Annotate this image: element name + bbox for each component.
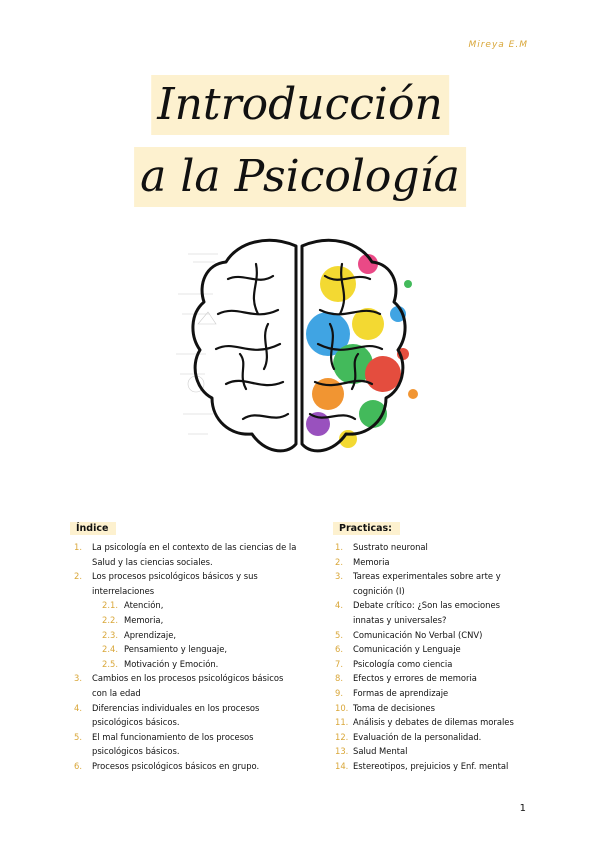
practica-item bbox=[333, 759, 533, 774]
item-number: 11. bbox=[335, 717, 349, 728]
index-subitem bbox=[70, 613, 300, 628]
practica-item bbox=[333, 540, 533, 555]
item-text: Salud Mental bbox=[353, 746, 408, 757]
item-text: Pensamiento y lenguaje, bbox=[124, 644, 228, 655]
index-subitem bbox=[70, 628, 300, 643]
brain-image bbox=[168, 224, 430, 482]
practica-item bbox=[333, 657, 533, 672]
brain-illustration bbox=[168, 224, 430, 482]
item-text: El mal funcionamiento de los procesos psicológicos básicos. bbox=[92, 731, 254, 757]
index-heading: Índice bbox=[70, 522, 116, 535]
practica-item bbox=[333, 686, 533, 701]
item-number: 2.5. bbox=[102, 658, 118, 669]
item-text: Atención, bbox=[124, 600, 164, 611]
item-text: Procesos psicológicos básicos en grupo. bbox=[92, 760, 260, 771]
practica-item bbox=[333, 730, 533, 745]
title-line-2: a la Psicología bbox=[134, 147, 466, 207]
practica-item bbox=[333, 671, 533, 686]
item-number: 2.4. bbox=[102, 644, 118, 655]
practica-item bbox=[333, 555, 533, 570]
practica-item bbox=[333, 701, 533, 716]
item-number: 5. bbox=[74, 731, 82, 742]
item-number: 2.1. bbox=[102, 600, 118, 611]
item-text: Análisis y debates de dilemas morales bbox=[353, 717, 514, 728]
item-number: 4. bbox=[335, 600, 343, 611]
item-text: Aprendizaje, bbox=[124, 629, 177, 640]
item-number: 8. bbox=[335, 673, 343, 684]
practica-item bbox=[333, 744, 533, 759]
index-item bbox=[70, 701, 300, 730]
item-text: Diferencias individuales en los procesos psicológicos básicos. bbox=[92, 702, 260, 728]
item-number: 10. bbox=[335, 702, 349, 713]
item-text: Los procesos psicológicos básicos y sus interrelaciones bbox=[92, 571, 258, 596]
item-number: 3. bbox=[74, 673, 82, 684]
item-number: 5. bbox=[335, 629, 343, 640]
item-number: 6. bbox=[74, 760, 82, 771]
item-text: Memoria bbox=[353, 556, 390, 567]
item-number: 1. bbox=[74, 542, 82, 552]
item-number: 2.2. bbox=[102, 614, 118, 625]
item-number: 14. bbox=[335, 760, 349, 771]
practicas-list bbox=[333, 540, 533, 774]
item-number: 2. bbox=[335, 556, 343, 567]
author-name: Mireya E.M bbox=[468, 40, 528, 50]
item-text: Estereotipos, prejuicios y Enf. mental bbox=[353, 760, 509, 771]
item-text: Comunicación No Verbal (CNV) bbox=[353, 629, 483, 640]
practicas-section bbox=[333, 522, 533, 774]
item-number: 6. bbox=[335, 644, 343, 655]
item-text: Cambios en los procesos psicológicos básicos con la edad bbox=[92, 673, 284, 698]
item-text: La psicología en el contexto de las ciencias de la Salud y las ciencias sociales. bbox=[92, 542, 297, 567]
item-text: Psicología como ciencia bbox=[353, 658, 453, 669]
practica-item bbox=[333, 715, 533, 730]
index-section bbox=[70, 522, 300, 774]
practicas-heading: Practicas: bbox=[333, 522, 400, 535]
item-text: Formas de aprendizaje bbox=[353, 687, 449, 698]
item-text: Sustrato neuronal bbox=[353, 542, 428, 552]
item-number: 2.3. bbox=[102, 629, 118, 640]
index-list bbox=[70, 540, 300, 774]
item-number: 9. bbox=[335, 687, 343, 698]
practica-item bbox=[333, 628, 533, 643]
item-number: 2. bbox=[74, 571, 82, 582]
practica-item bbox=[333, 569, 533, 598]
index-item bbox=[70, 730, 300, 759]
index-subitem bbox=[70, 642, 300, 657]
title-line-1: Introducción bbox=[151, 75, 449, 135]
index-subitem bbox=[70, 598, 300, 613]
item-number: 4. bbox=[74, 702, 82, 713]
item-text: Debate crítico: ¿Son las emociones innatas y universales? bbox=[353, 600, 501, 625]
index-item bbox=[70, 759, 300, 774]
item-number: 3. bbox=[335, 571, 343, 582]
index-item bbox=[70, 569, 300, 598]
item-text: Memoria, bbox=[124, 614, 164, 625]
item-text: Efectos y errores de memoria bbox=[353, 673, 477, 684]
index-item bbox=[70, 671, 300, 700]
item-number: 7. bbox=[335, 658, 343, 669]
index-item bbox=[70, 540, 300, 569]
practica-item bbox=[333, 642, 533, 657]
item-text: Evaluación de la personalidad. bbox=[353, 731, 482, 742]
item-text: Toma de decisiones bbox=[353, 702, 435, 713]
item-text: Motivación y Emoción. bbox=[124, 658, 219, 669]
item-number: 13. bbox=[335, 746, 349, 757]
practica-item bbox=[333, 598, 533, 627]
item-number: 12. bbox=[335, 731, 349, 742]
item-text: Tareas experimentales sobre arte y cognición (I) bbox=[353, 571, 501, 596]
item-number: 1. bbox=[335, 542, 343, 552]
index-subitem bbox=[70, 657, 300, 672]
item-text: Comunicación y Lenguaje bbox=[353, 644, 461, 655]
page-number: 1 bbox=[519, 803, 526, 814]
